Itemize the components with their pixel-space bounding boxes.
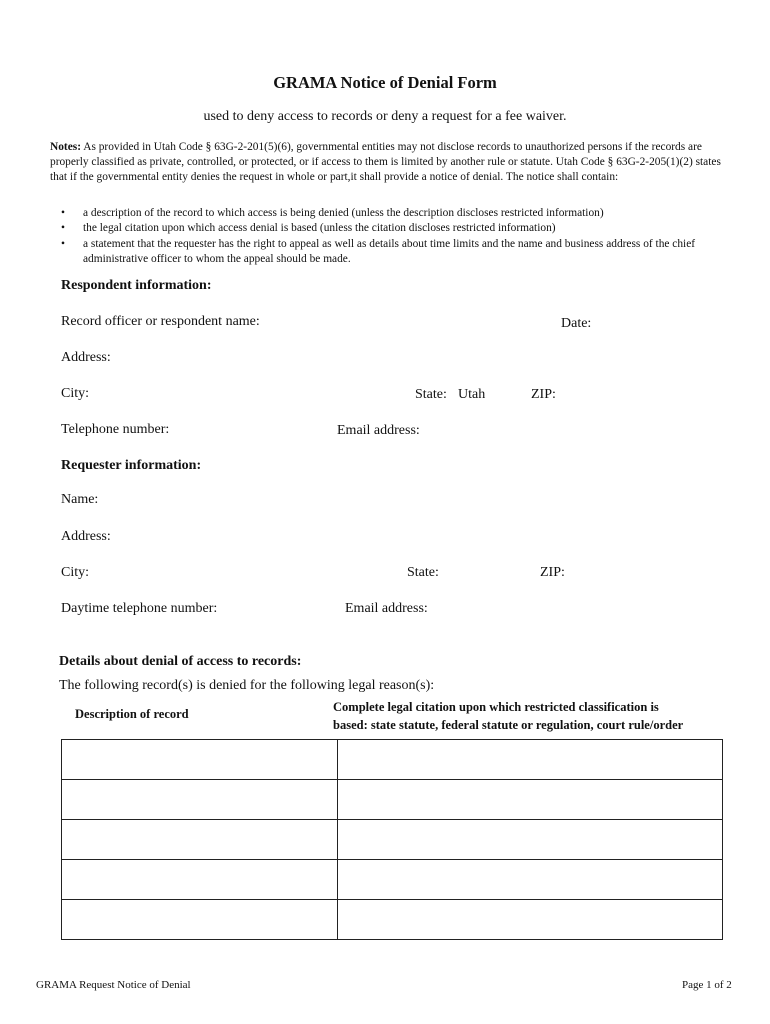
requester-phone-label[interactable]: Daytime telephone number: xyxy=(61,601,218,616)
requester-zip-label[interactable]: ZIP: xyxy=(540,565,565,580)
footer-page-number: Page 1 of 2 xyxy=(682,979,732,991)
respondent-state-label: State: xyxy=(415,387,447,402)
respondent-date-label[interactable]: Date: xyxy=(561,316,592,331)
respondent-address-label[interactable]: Address: xyxy=(61,350,111,365)
notes-bullet-item: • a description of the record to which access is being denied (unless the description discloses restricted information) xyxy=(50,206,740,221)
requester-state-label[interactable]: State: xyxy=(407,565,439,580)
requester-heading: Requester information: xyxy=(61,458,202,473)
description-cell[interactable] xyxy=(62,820,338,860)
table-row xyxy=(62,860,723,900)
citation-cell[interactable] xyxy=(338,740,723,780)
citation-cell[interactable] xyxy=(338,820,723,860)
table-row xyxy=(62,820,723,860)
table-row xyxy=(62,780,723,820)
requester-address-label[interactable]: Address: xyxy=(61,529,111,544)
respondent-state-value: Utah xyxy=(458,387,486,402)
notes-label: Notes: xyxy=(50,141,81,153)
description-cell[interactable] xyxy=(62,900,338,940)
description-cell[interactable] xyxy=(62,780,338,820)
denial-records-table xyxy=(61,739,723,940)
footer-document-name: GRAMA Request Notice of Denial xyxy=(36,979,191,991)
respondent-heading: Respondent information: xyxy=(61,278,212,293)
respondent-city-label[interactable]: City: xyxy=(61,386,90,401)
description-column-header: Description of record xyxy=(75,707,189,721)
description-cell[interactable] xyxy=(62,860,338,900)
citation-column-header-line2: based: state statute, federal statute or regulation, court rule/order xyxy=(333,718,684,732)
notes-bullet-item: • the legal citation upon which access denial is based (unless the citation discloses restricted information) xyxy=(50,221,740,236)
notes-paragraph xyxy=(50,140,730,186)
citation-cell[interactable] xyxy=(338,900,723,940)
notes-text: As provided in Utah Code § 63G-2-201(5)(6), governmental entities may not disclose records to unauthorized persons if the records are properly classified as private, controlled, or protected, or if access to them is limited by another rule or statute. Utah Code § 63G-2-205(1)(2) states that if the governmental entity denies the request in whole or part,it shall provide a notice of denial. The notice shall contain: xyxy=(50,141,721,184)
citation-cell[interactable] xyxy=(338,860,723,900)
form-subtitle: used to deny access to records or deny a request for a fee waiver. xyxy=(203,109,567,124)
details-heading: Details about denial of access to records: xyxy=(59,654,302,669)
respondent-phone-label[interactable]: Telephone number: xyxy=(61,422,170,437)
notes-bullet-item: • a statement that the requester has the right to appeal as well as details about time limits and the name and business address of the chief administrative officer to whom the appeal should be made. xyxy=(50,237,740,268)
requester-name-label[interactable]: Name: xyxy=(61,492,99,507)
table-row xyxy=(62,740,723,780)
requester-city-label[interactable]: City: xyxy=(61,565,90,580)
description-cell[interactable] xyxy=(62,740,338,780)
details-intro: The following record(s) is denied for the following legal reason(s): xyxy=(59,678,435,693)
table-row xyxy=(62,900,723,940)
respondent-zip-label[interactable]: ZIP: xyxy=(531,387,556,402)
respondent-name-label[interactable]: Record officer or respondent name: xyxy=(61,314,260,329)
citation-column-header-line1: Complete legal citation upon which restricted classification is xyxy=(333,700,659,714)
citation-cell[interactable] xyxy=(338,780,723,820)
notes-bullet-list xyxy=(50,206,740,268)
requester-email-label[interactable]: Email address: xyxy=(345,601,428,616)
form-title: GRAMA Notice of Denial Form xyxy=(273,73,497,92)
respondent-email-label[interactable]: Email address: xyxy=(337,423,420,438)
